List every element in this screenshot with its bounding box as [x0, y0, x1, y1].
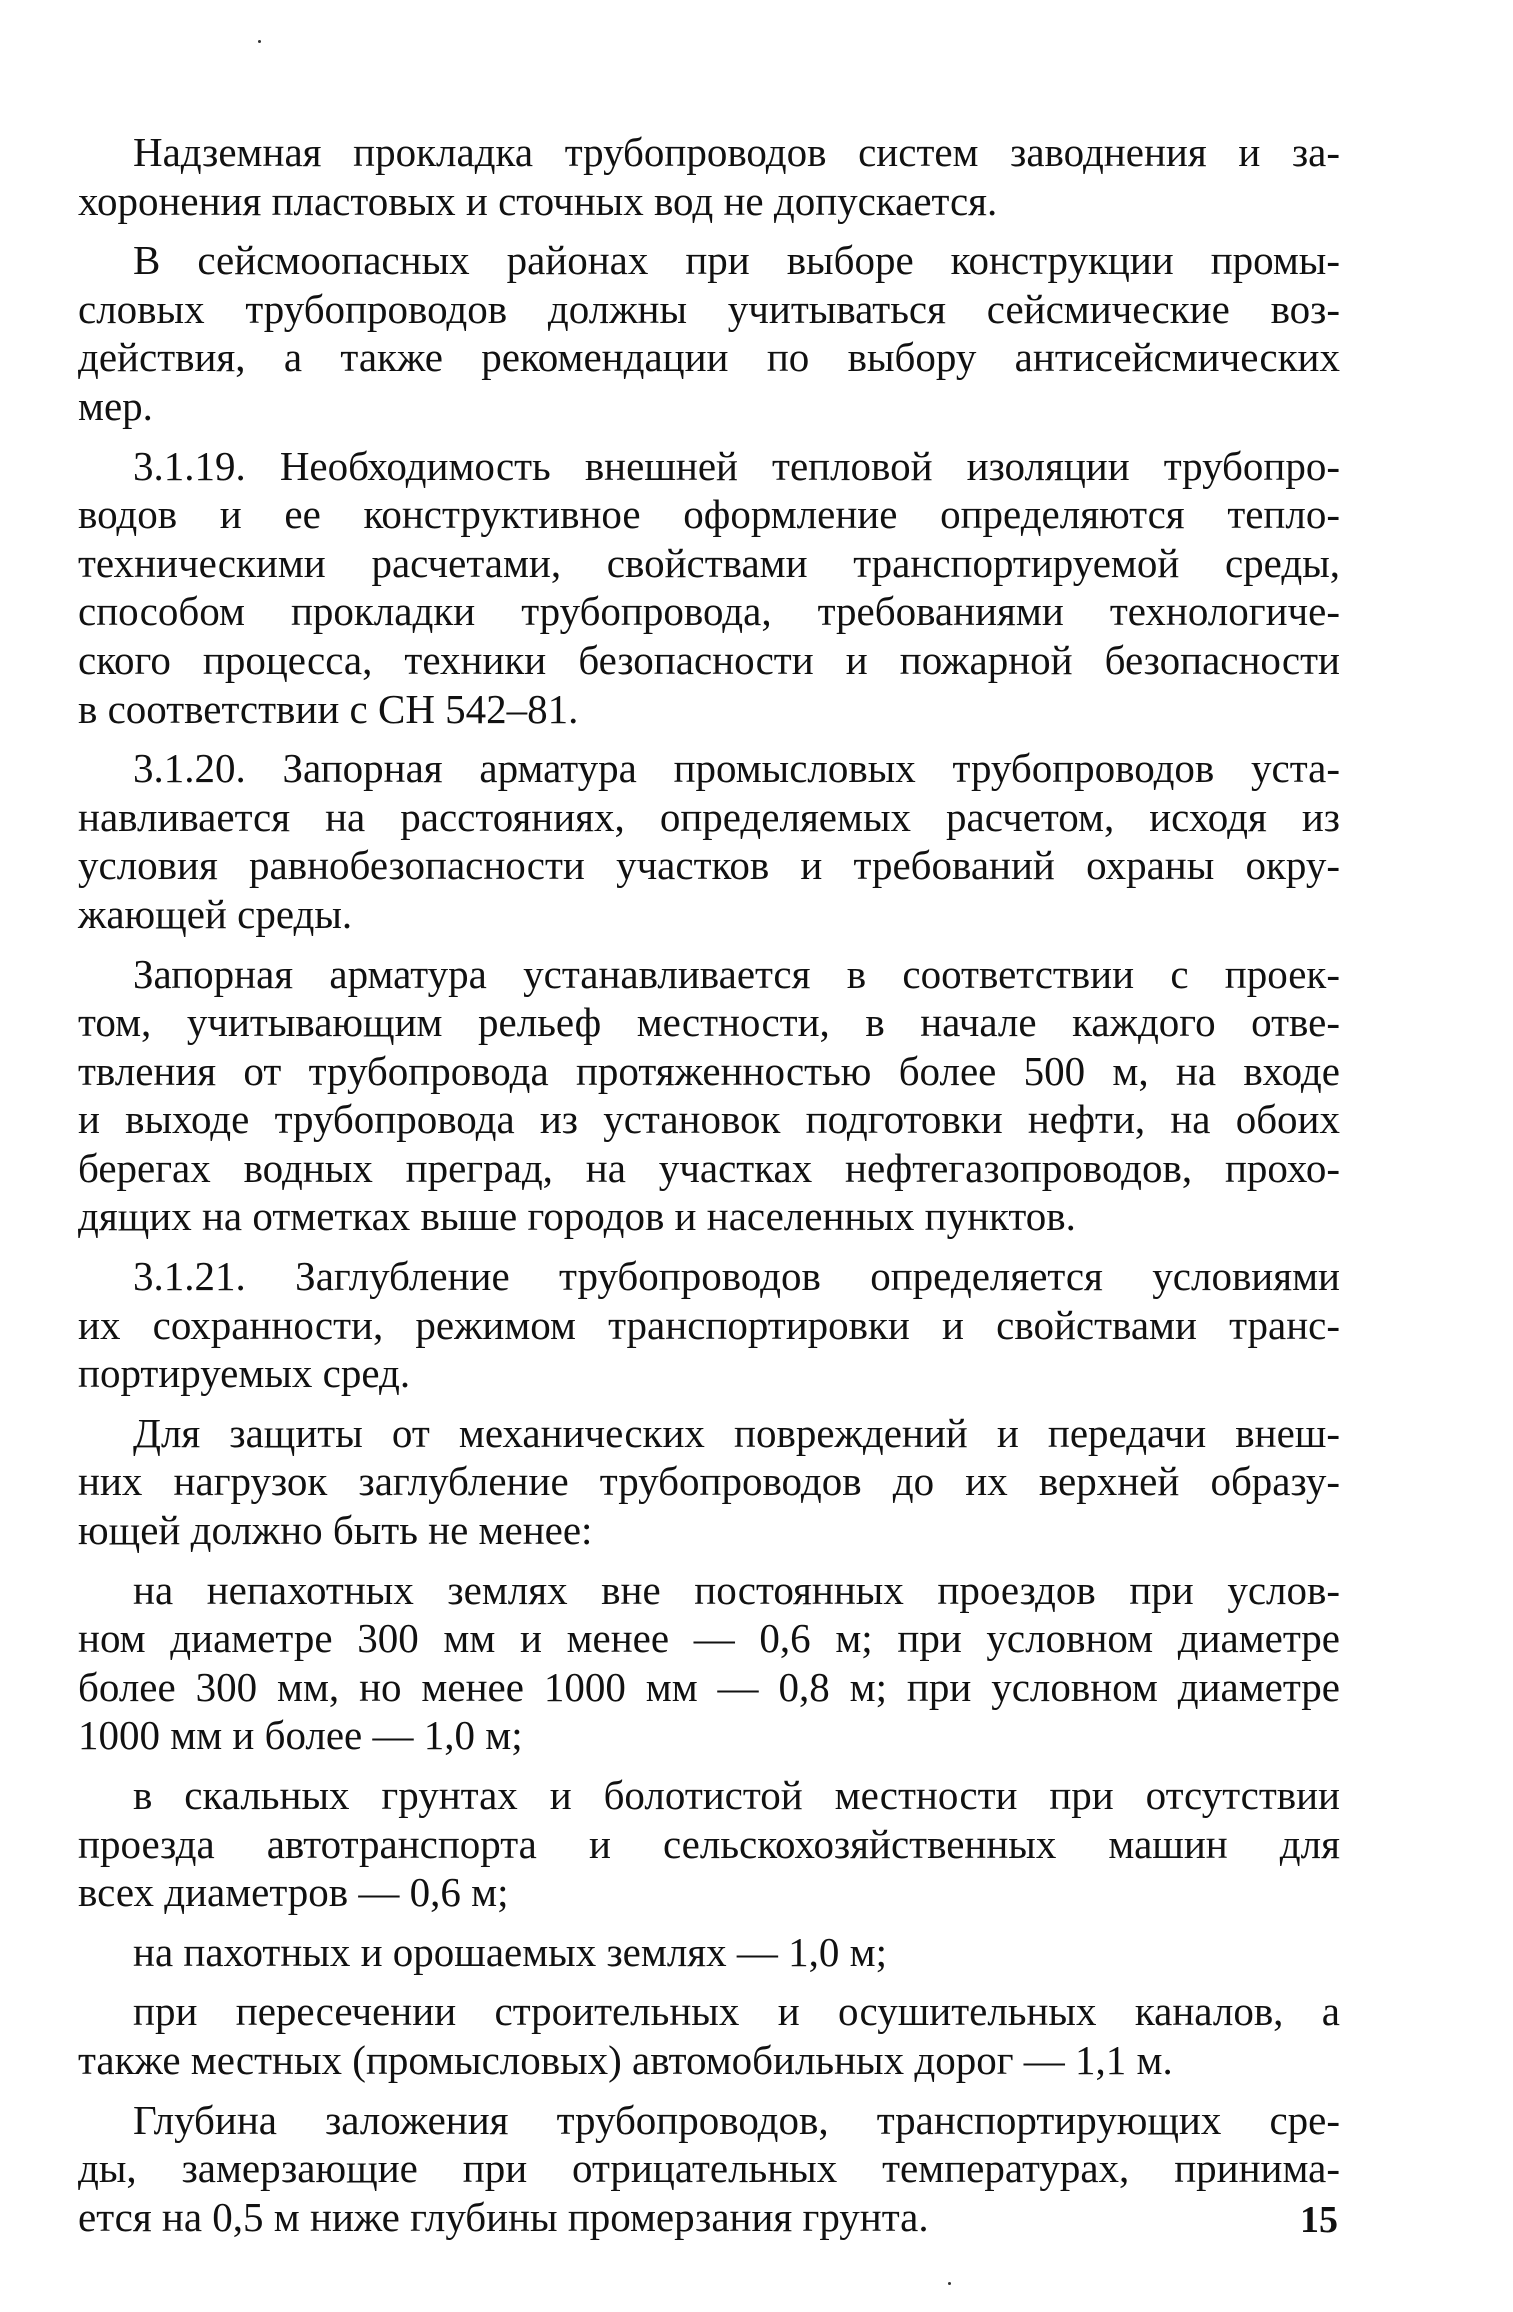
text-line: Глубина заложения трубопроводов, транспортирующих сре- — [133, 2096, 1340, 2143]
text-line: твления от трубопровода протяженностью более 500 м, на входе — [78, 1047, 1340, 1094]
text-line: условия равнобезопасности участков и требований охраны окру- — [78, 842, 1340, 889]
text-line: ского процесса, техники безопасности и пожарной безопасности — [78, 636, 1340, 683]
paragraph — [78, 1771, 1340, 1917]
text-line: дящих на отметках выше городов и населенных пунктов. — [78, 1193, 1076, 1240]
text-line: мер. — [78, 382, 153, 429]
paragraph — [78, 236, 1340, 430]
text-line: ном диаметре 300 мм и менее — 0,6 м; при условном диаметре — [78, 1615, 1340, 1662]
text-line: способом прокладки трубопровода, требованиями технологиче- — [78, 588, 1340, 635]
text-line: в скальных грунтах и болотистой местности при отсутствии — [133, 1772, 1340, 1818]
text-line: 1000 мм и более — 1,0 м; — [78, 1712, 523, 1759]
text-line: при пересечении строительных и осушительных каналов, а — [133, 1988, 1340, 2035]
text-line: том, учитывающим рельеф местности, в начале каждого отве- — [78, 999, 1340, 1046]
text-line: портируемых сред. — [78, 1350, 411, 1397]
text-line: в соответствии с СН 542–81. — [78, 685, 579, 732]
text-line: хоронения пластовых и сточных вод не допускается. — [78, 177, 998, 224]
paragraph — [78, 1566, 1340, 1760]
text-line: 3.1.19. Необходимость внешней тепловой изоляции трубопро- — [133, 442, 1340, 489]
paragraph — [78, 1928, 1340, 1977]
paragraph — [78, 1252, 1340, 1398]
paragraph — [78, 442, 1340, 734]
text-line: 3.1.21. Заглубление трубопроводов определяется условиями — [133, 1253, 1340, 1300]
text-line: более 300 мм, но менее 1000 мм — 0,8 м; при условном диаметре — [78, 1663, 1340, 1710]
text-line: В сейсмоопасных районах при выборе конструкции промы- — [133, 237, 1340, 284]
text-line: техническими расчетами, свойствами транспортируемой среды, — [78, 539, 1340, 586]
text-line: всех диаметров — 0,6 м; — [78, 1869, 509, 1916]
text-line: навливается на расстояниях, определяемых расчетом, исходя из — [78, 793, 1340, 840]
text-line: также местных (промысловых) автомобильных дорог — 1,1 м. — [78, 2036, 1173, 2083]
text-line: 3.1.20. Запорная арматура промысловых трубопроводов уста- — [133, 745, 1340, 792]
paragraph — [78, 744, 1340, 938]
text-line: ется на 0,5 м ниже глубины промерзания грунта. — [78, 2193, 929, 2240]
text-line: ющей должно быть не менее: — [78, 1507, 593, 1554]
scan-speck — [948, 2282, 951, 2285]
text-line: Запорная арматура устанавливается в соответствии с проек- — [133, 950, 1340, 997]
text-line: ды, замерзающие при отрицательных температурах, принима- — [78, 2145, 1340, 2192]
text-line: проезда автотранспорта и сельскохозяйственных машин для — [78, 1820, 1340, 1867]
text-line: их сохранности, режимом транспортировки и свойствами транс- — [78, 1301, 1340, 1348]
paragraph — [78, 2096, 1340, 2242]
text-line: действия, а также рекомендации по выбору антисейсмических — [78, 334, 1340, 381]
text-line: водов и ее конструктивное оформление определяются тепло- — [78, 491, 1340, 538]
page-number: 15 — [1300, 2199, 1338, 2241]
text-line: Надземная прокладка трубопроводов систем заводнения и за- — [133, 129, 1340, 175]
text-line: жающей среды. — [78, 890, 353, 937]
paragraph — [78, 1987, 1340, 2084]
paragraph — [78, 950, 1340, 1242]
text-line: словых трубопроводов должны учитываться сейсмические воз- — [78, 285, 1340, 332]
text-line: них нагрузок заглубление трубопроводов до их верхней образу- — [78, 1458, 1340, 1505]
text-line: берегах водных преград, на участках нефтегазопроводов, прохо- — [78, 1144, 1340, 1191]
paragraph — [78, 1409, 1340, 1555]
paragraph — [78, 128, 1340, 225]
page-body — [78, 128, 1340, 2252]
text-line: Для защиты от механических повреждений и передачи внеш- — [133, 1409, 1340, 1456]
text-line: на пахотных и орошаемых землях — 1,0 м; — [133, 1928, 887, 1975]
scan-speck — [258, 40, 261, 43]
text-line: и выходе трубопровода из установок подготовки нефти, на обоих — [78, 1096, 1340, 1143]
text-line: на непахотных землях вне постоянных проездов при услов- — [133, 1566, 1340, 1613]
